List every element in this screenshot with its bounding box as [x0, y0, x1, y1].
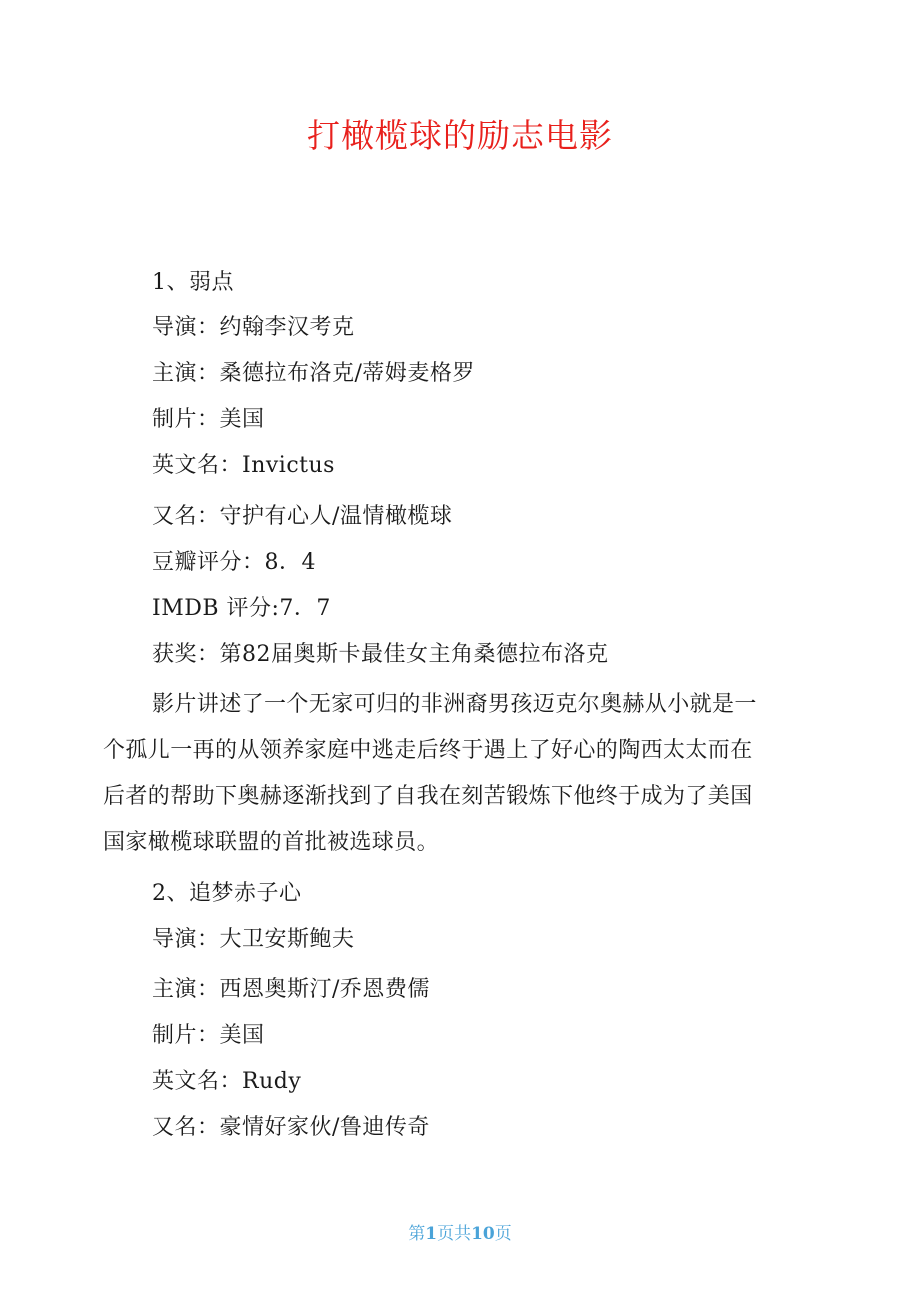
document-title: 打橄榄球的励志电影 — [307, 116, 613, 155]
movie1-country: 制片：美国 — [152, 407, 265, 432]
movie1-imdb-rating: IMDB 评分:7．7 — [152, 596, 331, 621]
footer-suffix: 页 — [494, 1224, 512, 1244]
movie1-award: 获奖：第82届奥斯卡最佳女主角桑德拉布洛克 — [152, 642, 609, 667]
footer-prefix: 第 — [408, 1224, 426, 1244]
movie1-english-name: 英文名：Invictus — [152, 453, 335, 478]
movie2-cast: 主演：西恩奥斯汀/乔恩费儒 — [152, 977, 430, 1002]
page-footer — [0, 1219, 920, 1244]
footer-current-page: 1 — [425, 1224, 438, 1244]
movie2-aka: 又名：豪情好家伙/鲁迪传奇 — [152, 1115, 430, 1140]
movie2-country: 制片：美国 — [152, 1023, 265, 1048]
movie2-english-name: 英文名：Rudy — [152, 1069, 302, 1094]
movie1-douban-rating: 豆瓣评分：8．4 — [152, 550, 316, 575]
footer-middle: 页共 — [437, 1224, 472, 1244]
movie2-heading: 2、追梦赤子心 — [152, 881, 302, 906]
movie1-cast: 主演：桑德拉布洛克/蒂姆麦格罗 — [152, 361, 475, 386]
footer-total-pages: 10 — [471, 1224, 495, 1244]
movie1-aka: 又名：守护有心人/温情橄榄球 — [152, 504, 453, 529]
movie1-director: 导演：约翰李汉考克 — [152, 315, 355, 340]
movie2-director: 导演：大卫安斯鲍夫 — [152, 927, 355, 952]
movie1-synopsis: 影片讲述了一个无家可归的非洲裔男孩迈克尔奥赫从小就是一个孤儿一再的从领养家庭中逃走后终于遇上了好心的陶西太太而在后者的帮助下奥赫逐渐找到了自我在刻苦锻炼下他终于成为了美国国家橄榄球联盟的首批被选球员。 — [103, 692, 757, 855]
movie1-heading: 1、弱点 — [152, 270, 234, 295]
